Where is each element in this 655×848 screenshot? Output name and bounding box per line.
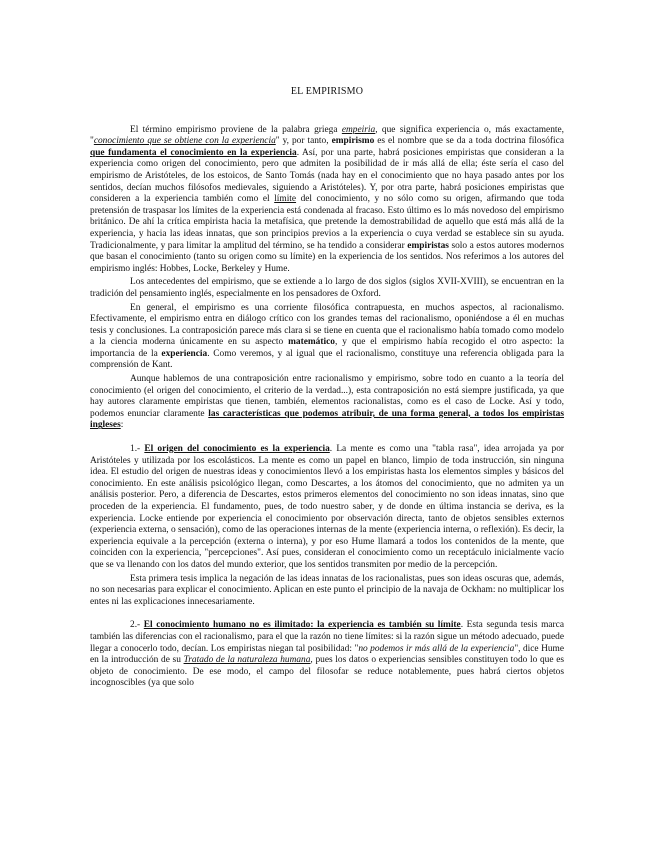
text-run: no podemos ir más allá de la experiencia (358, 643, 515, 654)
text-run: En general, el empirismo es una corriente filosófica contrapuesta, en muchos aspectos, al racionalismo. Efectivamente, el empirismo entra en diálogo crítico con los grandes temas del racionalismo, oponiéndose a él en muchas tesis y conclusiones. La contraposición parece más clara si se tiene en cuenta que el racionalismo había tomado como modelo a la ciencia moderna únicamente en su aspecto (90, 302, 564, 348)
text-run: El origen del conocimiento es la experiencia (144, 444, 330, 455)
text-run: del conocimiento, y no sólo como su origen, afirmando que toda pretensión de traspasar los límites de la experiencia está condenada al fracaso. Esto último es lo más novedoso del empirismo británico. De ahí la crítica empirista hacia la metafísica, que pretende la demostrabilidad de aquello que está más allá de la experiencia, y hacia las ideas innatas, que son principios previos a la experiencia o cuya verdad se establece sin su ayuda. Tradicionalmente, y para limitar la amplitud del término, se ha tendido a considerar (90, 194, 564, 251)
text-run: . Como veremos, y al igual que el racionalismo, constituye una referencia obligada para la comprensión de Kant. (90, 348, 564, 371)
spacer (90, 432, 564, 444)
text-run: , pues los datos o experiencias sensibles constituyen todo lo que es objeto de conocimiento. De ese modo, el campo del filosofar se reduce notablemente, pues habrá ciertos objetos incognoscibles (ya que solo (90, 655, 565, 689)
text-run: matemático (288, 337, 335, 348)
paragraph-rationalism-contrast (90, 303, 564, 373)
text-run: experiencia (161, 348, 208, 359)
text-run: las características que podemos atribuir, de una forma general, a todos los empiristas ingleses (90, 408, 565, 431)
text-run: conocimiento que se obtiene con la experiencia (93, 136, 276, 147)
text-run: . Así, por una parte, habrá posiciones empiristas que consideran a la experiencia como origen del conocimiento, pero que admiten la posibilidad de ir más allá de ella; éste sería el caso del empirismo de Aristóteles, de los estoicos, de Santo Tomás (nada hay en el conocimiento que no haya pasado antes por los sentidos, decían muchos filósofos medievales, siguiendo a Aristóteles). Y, por otra parte, habrá posiciones empiristas que consideren a la experiencia también como el (90, 147, 565, 205)
text-run: El término empirismo proviene de la palabra griega (130, 124, 342, 135)
spacer (90, 608, 564, 620)
text-run: empeiria (341, 124, 376, 135)
text-run: : (120, 420, 124, 431)
text-run: . La mente es como una "tabla rasa", idea arrojada ya por Aristóteles y utilizada por los escolásticos. La mente es como un papel en blanco, limpio de toda instrucción, sin ninguna idea. El estudio del origen de nuestras ideas y conocimientos llevó a los empiristas hasta los elementos simples y básicos del conocimiento. En este análisis psicológico llegan, como Descartes, a los átomos del conocimiento, que no admiten ya un análisis posterior. Pero, a diferencia de Descartes, estos primeros elementos del conocimiento no son ideas innatas, sino que proceden de la experiencia. El fundamento, pues, de todo nuestro saber, y de donde en última instancia se deriva, es la experiencia. Locke entiende por experiencia el conocimiento por observación directa, tanto de objetos sensibles externos (experiencia externa, o sensación), como de las operaciones internas de la mente (experiencia interna, o reflexión). Es decir, la experiencia equivale a la percepción (externa o interna), y por eso Hume llamará a todos los contenidos de la mente, que coinciden con la experiencia, "percepciones". Así pues, consideran el conocimiento como un receptáculo inicialmente vacío que se va llenando con los datos del mundo exterior, que los sentidos transmiten por medio de la percepción. (90, 444, 565, 570)
paragraph-antecedents (90, 277, 564, 300)
paragraph-innate-ideas (90, 574, 564, 609)
document-title: EL EMPIRISMO (290, 86, 364, 97)
text-run: Aunque hablemos de una contraposición entre racionalismo y empirismo, sobre todo en cuanto a la teoría del conocimiento (el origen del conocimiento, el criterio de la verdad...), esta contraposición no está siempre justificada, ya que hay autores claramente empiristas que tienen, también, elementos racionalistas, como es el caso de Locke. Así y todo, podemos enunciar claramente (90, 374, 564, 419)
text-run: empirismo (331, 136, 375, 147)
text-run: Los antecedentes del empirismo, que se extiende a lo largo de dos siglos (siglos XVII-XVIII), se encuentran en la tradición del pensamiento inglés, especialmente en los pensadores de Oxford. (90, 277, 564, 299)
text-run: Tratado de la naturaleza humana (183, 655, 311, 666)
document-page (90, 86, 564, 690)
text-run: , y que el empirismo había recogido el otro aspecto: la importancia de la (90, 337, 564, 359)
paragraph-characteristics (90, 374, 564, 432)
text-run: , que significa experiencia o, más exactamente, " (90, 124, 564, 147)
text-run: " y, por tanto, (275, 136, 332, 147)
text-run: límite (274, 194, 297, 205)
text-run: 2.- (130, 620, 144, 631)
paragraph-thesis-1 (90, 444, 564, 572)
text-run: empiristas (407, 240, 449, 251)
text-run: que fundamenta el conocimiento en la experiencia (90, 147, 297, 158)
text-run: solo a estos autores modernos que basan el conocimiento (tanto su origen como su límite) en la experiencia de los sentidos. Nos referimos a los autores del empirismo inglés: Hobbes, Locke, Berkeley y Hume. (90, 240, 564, 274)
text-run: es el nombre que se da a toda doctrina filosófica (374, 136, 564, 147)
text-run: Esta primera tesis implica la negación de las ideas innatas de los racionalistas, pues son ideas oscuras que, además, no son necesarias para explicar el conocimiento. Aplican en este punto el principio de la navaja de Ockham: no multiplicar los entes ni las explicaciones innecesariamente. (90, 573, 564, 607)
text-run: ", dice Hume en la introducción de su (90, 643, 565, 666)
text-run: . Esta segunda tesis marca también las diferencias con el racionalismo, para el que la razón no tiene límites: si la razón sigue un método adecuado, puede llegar a conocerlo todo, decían. Los empiristas niegan tal posibilidad: " (90, 620, 564, 654)
text-run: El conocimiento humano no es ilimitado: la experiencia es también su límite (143, 620, 461, 631)
paragraph-thesis-2 (90, 620, 564, 690)
text-run: 1.- (130, 444, 145, 455)
paragraph-introduction (90, 125, 564, 276)
